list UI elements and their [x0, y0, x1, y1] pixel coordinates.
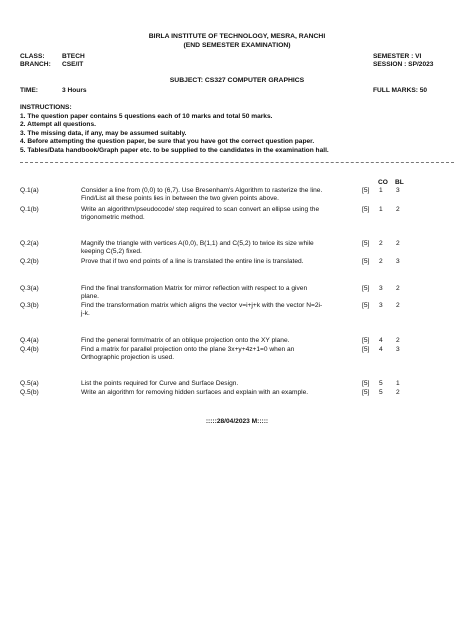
question-co: 2 — [379, 258, 383, 265]
question-marks: [5] — [362, 258, 370, 265]
question-text: Find the transformation matrix which aligns the vector v=i+j+k with the vector N=2i- j-k. — [81, 302, 323, 317]
instruction-item: 2. Attempt all questions. — [20, 121, 96, 128]
question-bl: 2 — [396, 302, 400, 309]
question-text: Consider a line from (0,0) to (6,7). Use Bresenham's Algorithm to rasterize the line. Find/List all these points lies in between the two given points above. — [81, 187, 323, 202]
session: SESSION : SP/2023 — [373, 61, 434, 68]
question-text: Find the general form/matrix of an oblique projection onto the XY plane. — [81, 337, 290, 344]
question-number: Q.5(b) — [20, 389, 39, 396]
question-bl: 2 — [396, 337, 400, 344]
instruction-item: 4. Before attempting the question paper, be sure that you have got the correct question paper. — [20, 138, 315, 145]
question-co: 1 — [379, 206, 383, 213]
class-value: BTECH — [62, 53, 85, 60]
question-bl: 3 — [396, 258, 400, 265]
question-co: 5 — [379, 389, 383, 396]
question-bl: 2 — [396, 389, 400, 396]
question-number: Q.4(a) — [20, 337, 39, 344]
question-marks: [5] — [362, 337, 370, 344]
time-value: 3 Hours — [62, 87, 87, 94]
co-column-header: CO — [378, 179, 388, 186]
question-number: Q.1(a) — [20, 187, 39, 194]
question-marks: [5] — [362, 346, 370, 353]
semester: SEMESTER : VI — [373, 53, 422, 60]
question-bl: 3 — [396, 187, 400, 194]
dashed-divider — [20, 162, 454, 163]
question-text: List the points required for Curve and Surface Design. — [81, 380, 239, 387]
question-number: Q.2(b) — [20, 258, 39, 265]
question-marks: [5] — [362, 187, 370, 194]
class-label: CLASS: — [20, 53, 45, 60]
question-number: Q.1(b) — [20, 206, 39, 213]
question-bl: 2 — [396, 206, 400, 213]
question-text: Find the final transformation Matrix for mirror reflection with respect to a given plane. — [81, 285, 308, 300]
question-text: Prove that if two end points of a line is translated the entire line is translated. — [81, 258, 304, 265]
question-text: Write an algorithm for removing hidden surfaces and explain with an example. — [81, 389, 309, 396]
branch-value: CSE/IT — [62, 61, 84, 68]
question-marks: [5] — [362, 389, 370, 396]
question-marks: [5] — [362, 285, 370, 292]
question-co: 1 — [379, 187, 383, 194]
question-marks: [5] — [362, 240, 370, 247]
bl-column-header: BL — [395, 179, 404, 186]
question-bl: 1 — [396, 380, 400, 387]
question-number: Q.4(b) — [20, 346, 39, 353]
question-marks: [5] — [362, 380, 370, 387]
question-number: Q.2(a) — [20, 240, 39, 247]
question-co: 4 — [379, 337, 383, 344]
question-co: 3 — [379, 302, 383, 309]
branch-label: BRANCH: — [20, 61, 51, 68]
question-co: 4 — [379, 346, 383, 353]
question-marks: [5] — [362, 206, 370, 213]
instruction-item: 5. Tables/Data handbook/Graph paper etc. to be supplied to the candidates in the examination hall. — [20, 147, 329, 154]
question-co: 2 — [379, 240, 383, 247]
footer-date: :::::28/04/2023 M::::: — [205, 418, 269, 425]
question-number: Q.5(a) — [20, 380, 39, 387]
question-text: Write an algorithm/pseudocode/ step required to scan convert an ellipse using the trigonometric method. — [81, 206, 320, 221]
instruction-item: 3. The missing data, if any, may be assumed suitably. — [20, 130, 187, 137]
instruction-item: 1. The question paper contains 5 questions each of 10 marks and total 50 marks. — [20, 113, 273, 120]
question-bl: 2 — [396, 285, 400, 292]
question-text: Find a matrix for parallel projection onto the plane 3x+y+4z+1=0 when an Orthographic projection is used. — [81, 346, 295, 361]
subject-title: SUBJECT: CS327 COMPUTER GRAPHICS — [169, 77, 305, 84]
exam-title: (END SEMESTER EXAMINATION) — [183, 42, 291, 49]
instructions-title: INSTRUCTIONS: — [20, 104, 72, 111]
question-bl: 3 — [396, 346, 400, 353]
question-co: 3 — [379, 285, 383, 292]
question-co: 5 — [379, 380, 383, 387]
question-marks: [5] — [362, 302, 370, 309]
full-marks: FULL MARKS: 50 — [373, 87, 428, 94]
question-number: Q.3(a) — [20, 285, 39, 292]
question-text: Magnify the triangle with vertices A(0,0), B(1,1) and C(5,2) to twice its size while keeping C(5,2) fixed. — [81, 240, 314, 255]
question-bl: 2 — [396, 240, 400, 247]
institute-name: BIRLA INSTITUTE OF TECHNOLOGY, MESRA, RANCHI — [148, 33, 326, 40]
time-label: TIME: — [20, 87, 38, 94]
question-number: Q.3(b) — [20, 302, 39, 309]
